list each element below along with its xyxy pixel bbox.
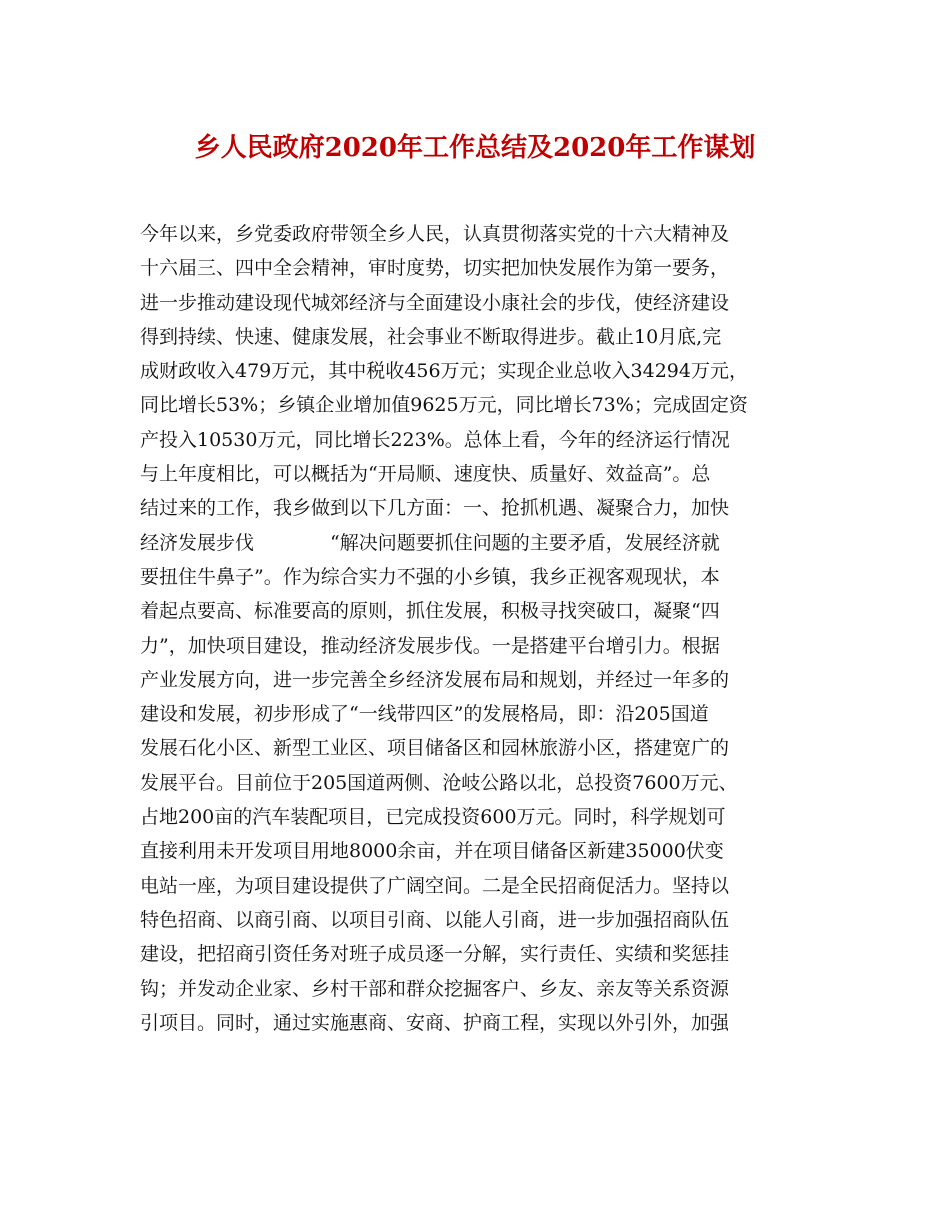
body-line: 十六届三、四中全会精神，审时度势，切实把加快发展作为第一要务，: [140, 257, 730, 280]
body-line: 电站一座，为项目建设提供了广阔空间。二是全民招商促活力。坚持以: [140, 874, 730, 897]
body-line: 经济发展步伐 “解决问题要抓住问题的主要矛盾，发展经济就: [140, 531, 720, 554]
body-line: 进一步推动建设现代城郊经济与全面建设小康社会的步伐，使经济建设: [140, 291, 730, 314]
body-line: 钩；并发动企业家、乡村干部和群众挖掘客户、乡友、亲友等关系资源: [140, 977, 730, 1000]
body-line: 同比增长53%；乡镇企业增加值9625万元，同比增长73%；完成固定资: [140, 394, 748, 417]
body-line: 直接利用未开发项目用地8000余亩，并在项目储备区新建35000伏变: [140, 840, 724, 863]
body-line: 建设，把招商引资任务对班子成员逐一分解，实行责任、实绩和奖惩挂: [140, 943, 730, 966]
body-line: 与上年度相比，可以概括为“开局顺、速度快、质量好、效益高”。总: [140, 463, 711, 486]
body-line: 结过来的工作，我乡做到以下几方面：一、抢抓机遇、凝聚合力，加快: [140, 497, 730, 520]
body-line: 占地200亩的汽车装配项目，已完成投资600万元。同时，科学规划可: [140, 806, 726, 829]
body-line: 要扭住牛鼻子”。作为综合实力不强的小乡镇，我乡正视客观现状，本: [140, 565, 720, 588]
body-line: 发展石化小区、新型工业区、项目储备区和园林旅游小区，搭建宽广的: [140, 737, 730, 760]
body-line: 今年以来，乡党委政府带领全乡人民，认真贯彻落实党的十六大精神及: [140, 223, 730, 245]
body-line: 建设和发展，初步形成了“一线带四区”的发展格局，即：沿205国道: [140, 703, 709, 726]
body-line: 引项目。同时，通过实施惠商、安商、护商工程，实现以外引外，加强: [140, 1011, 730, 1034]
body-line: 产业发展方向，进一步完善全乡经济发展布局和规划，并经过一年多的: [140, 668, 730, 691]
body-line: 得到持续、快速、健康发展，社会事业不断取得进步。截止10月底,完: [140, 325, 722, 348]
body-line: 产投入10530万元，同比增长223%。总体上看，今年的经济运行情况: [140, 428, 730, 451]
body-line: 力”，加快项目建设，推动经济发展步伐。一是搭建平台增引力。根据: [140, 634, 720, 657]
document-body: [140, 217, 830, 1040]
document-title: 乡人民政府2020年工作总结及2020年工作谋划: [194, 133, 756, 163]
body-line: 成财政收入479万元，其中税收456万元；实现企业总收入34294万元，: [140, 360, 748, 383]
body-line: 着起点要高、标准要高的原则，抓住发展，积极寻找突破口，凝聚“四: [140, 600, 720, 623]
body-line: 发展平台。目前位于205国道两侧、沧岐公路以北，总投资7600万元、: [140, 771, 738, 794]
body-line: 特色招商、以商引商、以项目引商、以能人引商，进一步加强招商队伍: [140, 908, 730, 931]
